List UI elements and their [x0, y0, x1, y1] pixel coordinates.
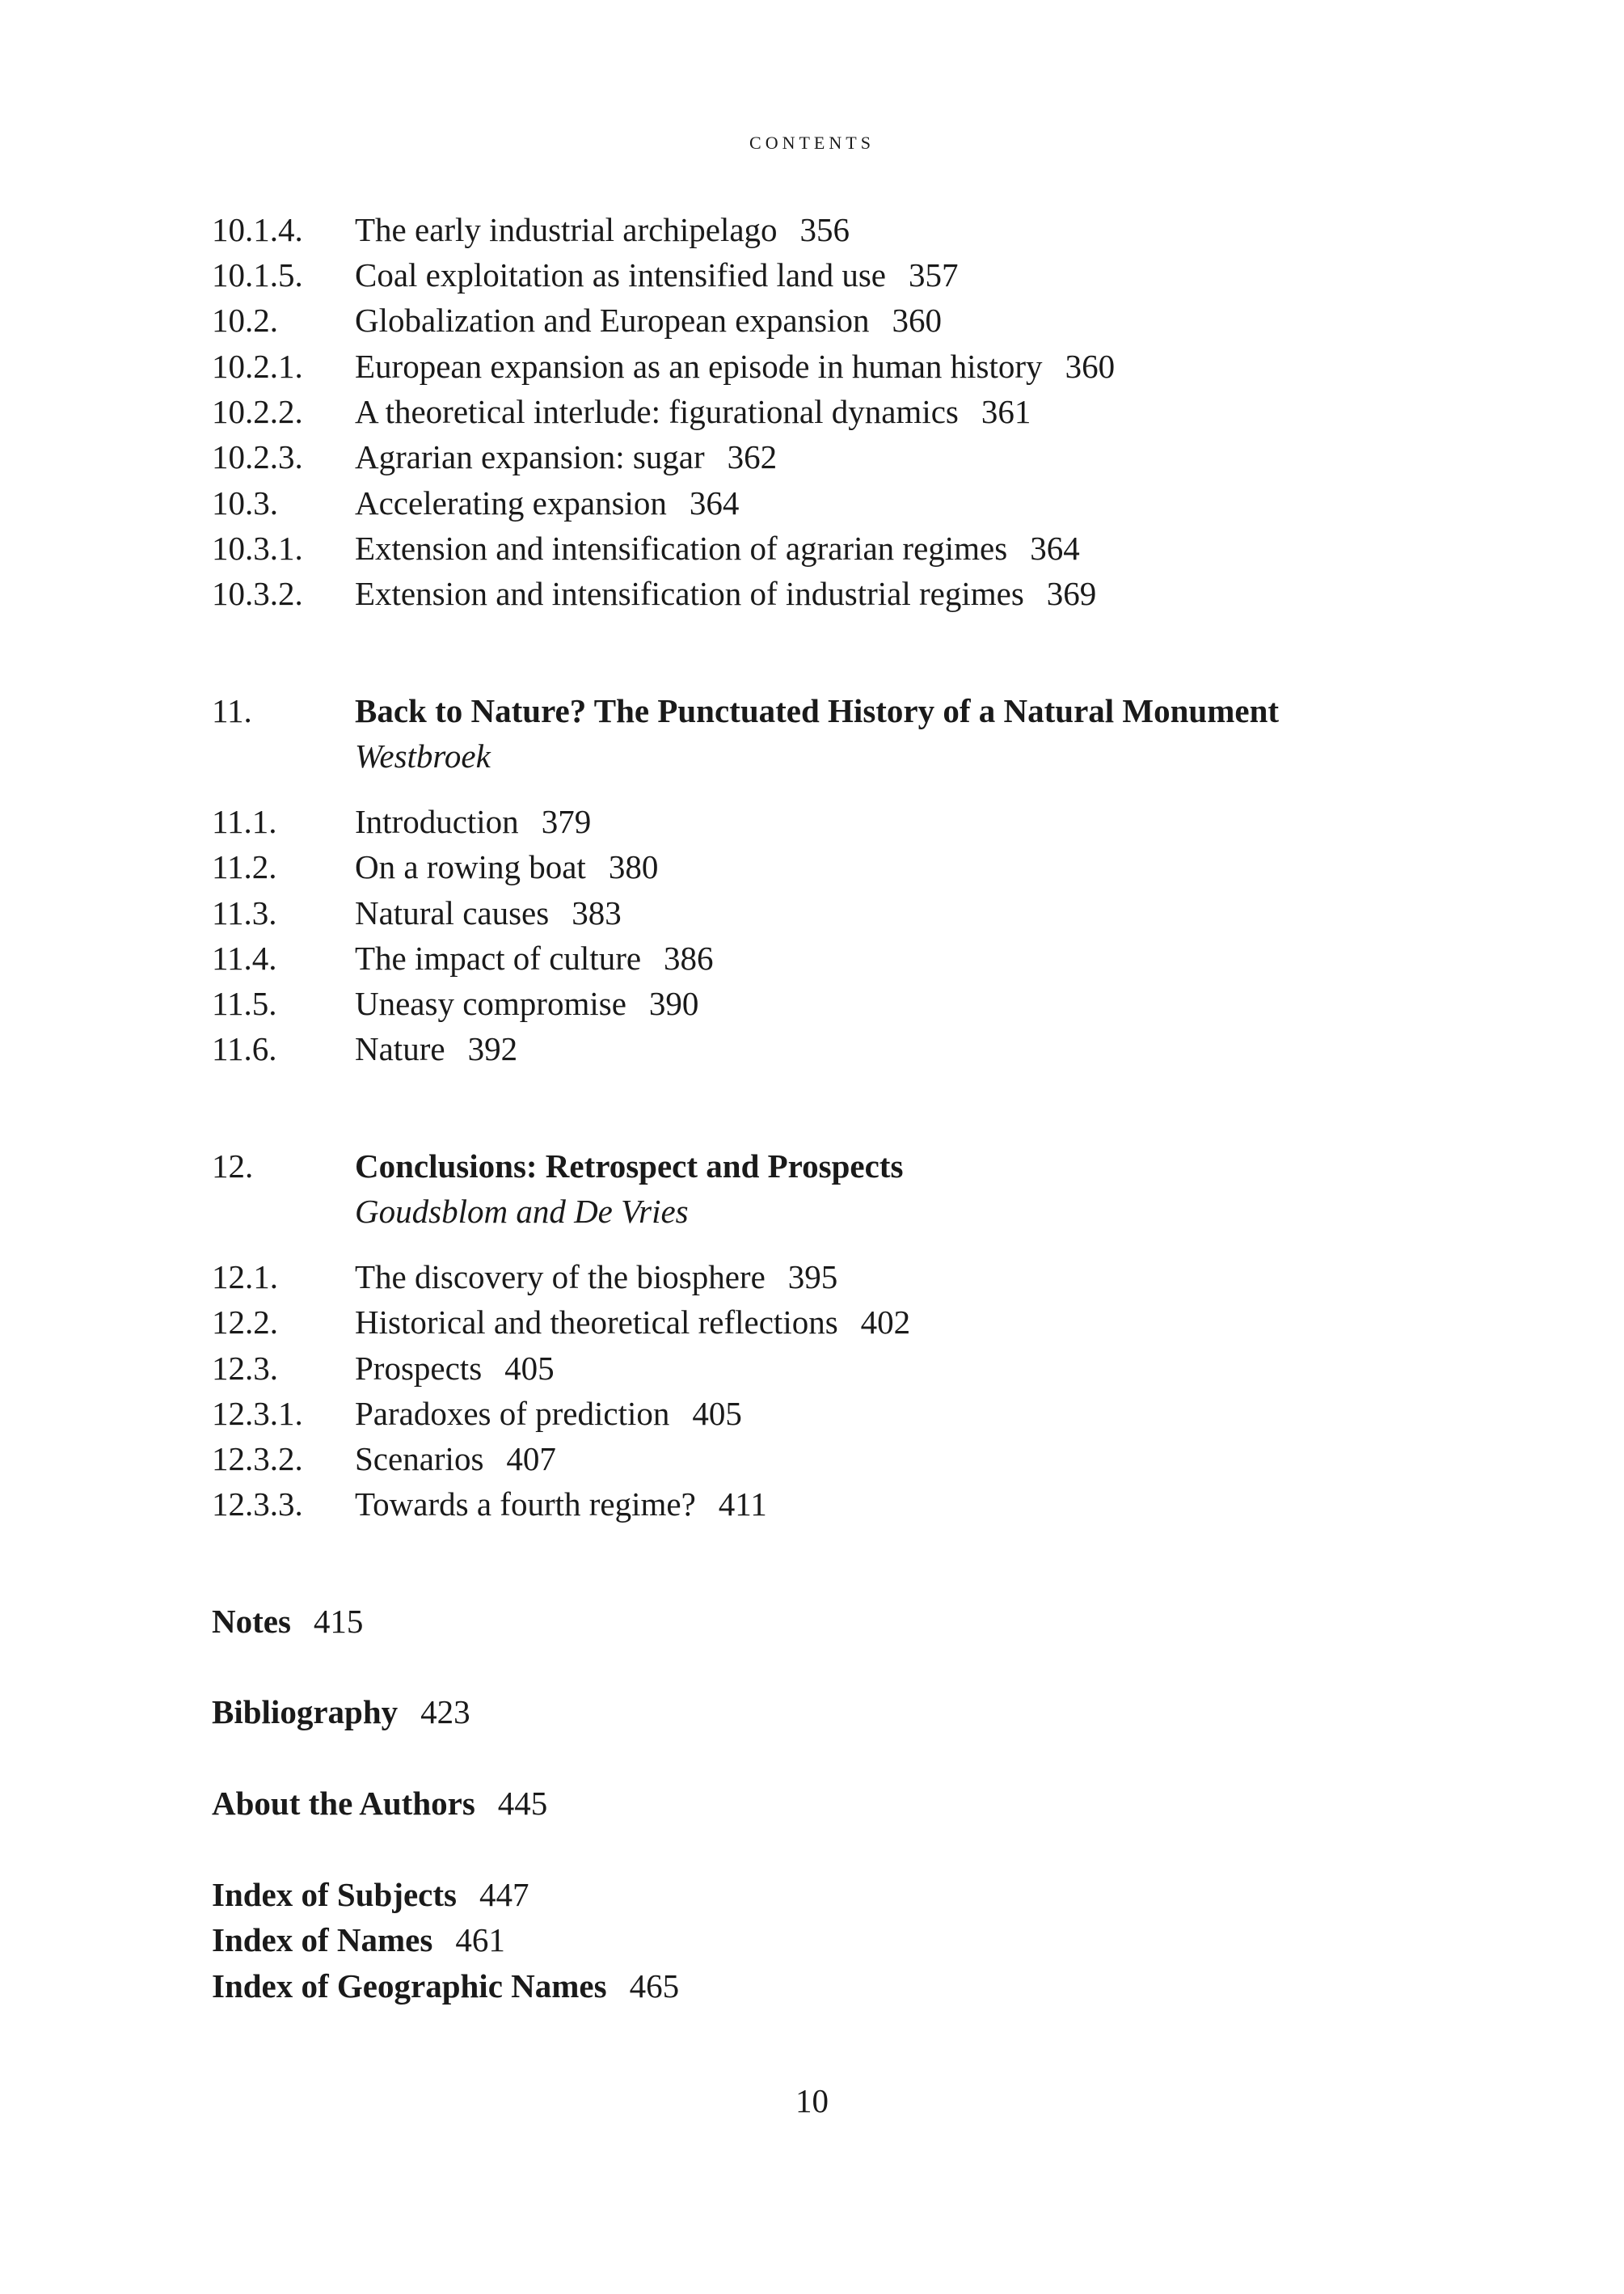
chapter-author — [212, 733, 491, 779]
toc-entry[interactable] — [212, 571, 1096, 616]
entry-page: 383 — [572, 894, 622, 932]
entry-number: 12.3.1. — [212, 1395, 303, 1432]
back-matter-page: 415 — [313, 1603, 364, 1640]
entry-title: The discovery of the biosphere — [355, 1258, 766, 1295]
entry-page: 360 — [892, 302, 942, 339]
entry-title: Natural causes — [355, 894, 550, 932]
entry-page: 364 — [1030, 530, 1080, 567]
chapter-number: 11. — [212, 692, 252, 729]
entry-page: 395 — [787, 1258, 838, 1295]
entry-page: 369 — [1046, 575, 1097, 612]
toc-entry[interactable] — [212, 1026, 517, 1071]
toc-entry[interactable] — [212, 1391, 742, 1436]
entry-number: 10.2. — [212, 302, 278, 339]
back-matter-page: 465 — [629, 1967, 680, 2005]
toc-entry[interactable] — [212, 1436, 556, 1481]
entry-number: 11.4. — [212, 940, 277, 977]
toc-entry[interactable] — [212, 389, 1031, 434]
entry-number: 12.3. — [212, 1350, 278, 1387]
chapter-author-text: Goudsblom and De Vries — [355, 1193, 689, 1230]
entry-page: 405 — [692, 1395, 742, 1432]
entry-title: Accelerating expansion — [355, 484, 667, 522]
toc-entry[interactable] — [212, 981, 698, 1026]
entry-title: The early industrial archipelago — [355, 211, 778, 248]
chapter-author — [212, 1189, 689, 1234]
entry-page: 361 — [981, 393, 1031, 430]
back-matter-bibliography[interactable] — [212, 1689, 470, 1734]
entry-title: Paradoxes of prediction — [355, 1395, 670, 1432]
back-matter-title: About the Authors — [212, 1785, 475, 1822]
entry-number: 11.6. — [212, 1030, 277, 1067]
entry-number: 12.2. — [212, 1303, 278, 1341]
toc-entry[interactable] — [212, 844, 658, 889]
toc-entry[interactable] — [212, 526, 1080, 571]
entry-title: A theoretical interlude: figurational dynamics — [355, 393, 959, 430]
back-matter-index-names[interactable] — [212, 1917, 505, 1962]
entry-page: 402 — [860, 1303, 911, 1341]
toc-entry[interactable] — [212, 298, 942, 343]
entry-number: 11.5. — [212, 985, 277, 1022]
entry-number: 10.1.5. — [212, 256, 303, 294]
toc-entry[interactable] — [212, 344, 1115, 389]
entry-title: On a rowing boat — [355, 848, 586, 885]
entry-title: Coal exploitation as intensified land use — [355, 256, 887, 294]
entry-page: 405 — [504, 1350, 555, 1387]
entry-page: 407 — [506, 1440, 556, 1477]
entry-title: Scenarios — [355, 1440, 484, 1477]
chapter-number: 12. — [212, 1147, 254, 1185]
entry-title: Historical and theoretical reflections — [355, 1303, 838, 1341]
entry-title: Agrarian expansion: sugar — [355, 438, 705, 475]
back-matter-title: Notes — [212, 1603, 291, 1640]
entry-page: 392 — [467, 1030, 518, 1067]
toc-entry[interactable] — [212, 1299, 910, 1345]
entry-title: Globalization and European expansion — [355, 302, 870, 339]
entry-number: 10.1.4. — [212, 211, 303, 248]
toc-entry[interactable] — [212, 1346, 555, 1391]
toc-entry[interactable] — [212, 1254, 837, 1299]
back-matter-title: Index of Geographic Names — [212, 1967, 607, 2005]
entry-page: 411 — [718, 1485, 767, 1523]
entry-title: The impact of culture — [355, 940, 642, 977]
entry-number: 11.1. — [212, 803, 277, 840]
back-matter-page: 423 — [420, 1693, 470, 1730]
entry-number: 12.3.3. — [212, 1485, 303, 1523]
chapter-heading[interactable] — [212, 688, 1279, 733]
entry-title: Prospects — [355, 1350, 483, 1387]
page-number: 10 — [795, 2082, 829, 2119]
entry-page: 356 — [799, 211, 850, 248]
toc-entry[interactable] — [212, 434, 777, 480]
entry-page: 362 — [727, 438, 778, 475]
entry-page: 357 — [909, 256, 959, 294]
back-matter-title: Index of Subjects — [212, 1876, 457, 1913]
chapter-title: Back to Nature? The Punctuated History of a Natural Monument — [355, 692, 1280, 729]
back-matter-index-subjects[interactable] — [212, 1872, 529, 1917]
toc-entry[interactable] — [212, 890, 622, 936]
entry-number: 10.3.1. — [212, 530, 303, 567]
back-matter-page: 445 — [497, 1785, 548, 1822]
entry-page: 386 — [664, 940, 714, 977]
entry-page: 364 — [689, 484, 740, 522]
chapter-heading[interactable] — [212, 1143, 903, 1189]
running-head: CONTENTS — [749, 133, 875, 153]
entry-page: 379 — [541, 803, 592, 840]
entry-number: 10.3. — [212, 484, 278, 522]
entry-number: 11.3. — [212, 894, 277, 932]
entry-number: 12.3.2. — [212, 1440, 303, 1477]
entry-title: Extension and intensification of industrial regimes — [355, 575, 1024, 612]
entry-number: 12.1. — [212, 1258, 278, 1295]
entry-title: Uneasy compromise — [355, 985, 626, 1022]
back-matter-notes[interactable] — [212, 1599, 363, 1644]
toc-entry[interactable] — [212, 480, 739, 526]
entry-number: 10.2.2. — [212, 393, 303, 430]
back-matter-index-geographic[interactable] — [212, 1963, 679, 2009]
entry-title: Introduction — [355, 803, 519, 840]
toc-entry[interactable] — [212, 1481, 767, 1527]
back-matter-page: 461 — [455, 1921, 505, 1958]
entry-page: 390 — [648, 985, 699, 1022]
entry-title: Towards a fourth regime? — [355, 1485, 696, 1523]
back-matter-title: Bibliography — [212, 1693, 399, 1730]
entry-number: 10.2.3. — [212, 438, 303, 475]
toc-entry[interactable] — [212, 799, 591, 844]
back-matter-page: 447 — [479, 1876, 529, 1913]
toc-entry[interactable] — [212, 207, 850, 252]
entry-number: 10.2.1. — [212, 348, 303, 385]
chapter-title: Conclusions: Retrospect and Prospects — [355, 1147, 904, 1185]
entry-page: 380 — [608, 848, 659, 885]
back-matter-about-authors[interactable] — [212, 1781, 547, 1826]
toc-entry[interactable] — [212, 936, 714, 981]
entry-title: European expansion as an episode in human history — [355, 348, 1043, 385]
back-matter-title: Index of Names — [212, 1921, 433, 1958]
entry-page: 360 — [1065, 348, 1116, 385]
entry-number: 11.2. — [212, 848, 277, 885]
chapter-author-text: Westbroek — [355, 737, 491, 775]
toc-entry[interactable] — [212, 252, 959, 298]
entry-title: Extension and intensification of agrarian regimes — [355, 530, 1008, 567]
entry-number: 10.3.2. — [212, 575, 303, 612]
entry-title: Nature — [355, 1030, 445, 1067]
